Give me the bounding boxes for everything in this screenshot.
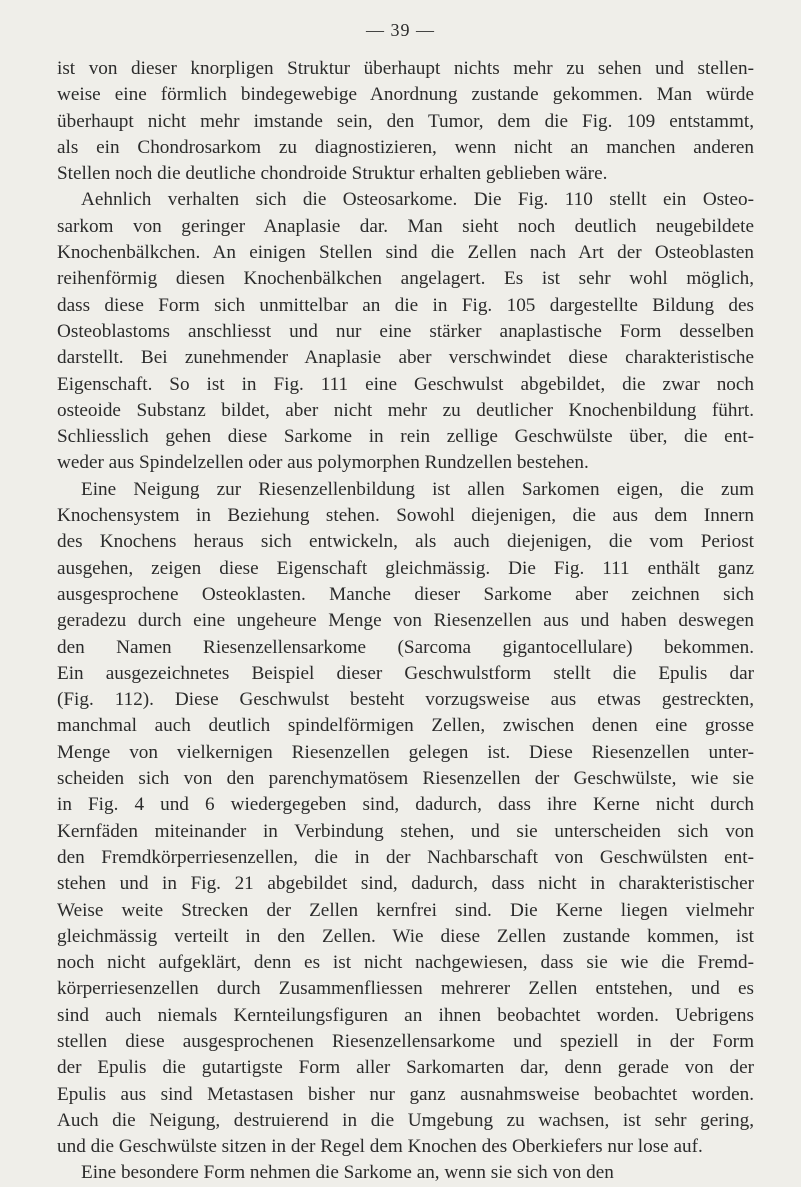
text-line: den Namen Riesenzellensarkome (Sarcoma gigantocellulare) bekommen.: [57, 636, 754, 658]
text-line: der Epulis die gutartigste Form aller Sarkomarten dar, denn gerade von der: [57, 1057, 754, 1079]
text-line: stehen und in Fig. 21 abgebildet sind, dadurch, dass nicht in charakteristischer: [57, 873, 754, 895]
text-line: Menge von vielkernigen Riesenzellen gelegen ist. Diese Riesenzellen unter-: [57, 741, 754, 763]
body-text: [57, 56, 754, 1187]
text-line: gleichmässig verteilt in den Zellen. Wie diese Zellen zustande kommen, ist: [57, 925, 754, 947]
text-line: darstellt. Bei zunehmender Anaplasie aber verschwindet diese charakteristische: [57, 347, 754, 369]
text-line: dass diese Form sich unmittelbar an die in Fig. 105 dargestellte Bildung des: [57, 294, 754, 316]
text-line: Knochenbälkchen. An einigen Stellen sind die Zellen nach Art der Osteoblasten: [57, 242, 754, 264]
text-line: sarkom von geringer Anaplasie dar. Man sieht noch deutlich neugebildete: [57, 215, 754, 237]
text-line: Auch die Neigung, destruierend in die Umgebung zu wachsen, ist sehr gering,: [57, 1109, 754, 1131]
text-line: als ein Chondrosarkom zu diagnostizieren, wenn nicht an manchen anderen: [57, 136, 754, 158]
text-line: osteoide Substanz bildet, aber nicht mehr zu deutlicher Knochenbildung führt.: [57, 399, 754, 421]
text-line: (Fig. 112). Diese Geschwulst besteht vorzugsweise aus etwas gestreckten,: [57, 689, 754, 711]
text-line: stellen diese ausgesprochenen Riesenzellensarkome und speziell in der Form: [57, 1030, 754, 1052]
text-line: manchmal auch deutlich spindelförmigen Zellen, zwischen denen eine grosse: [57, 715, 754, 737]
text-line: noch nicht aufgeklärt, denn es ist nicht nachgewiesen, dass sie wie die Fremd-: [57, 952, 754, 974]
text-line: reihenförmig diesen Knochenbälkchen angelagert. Es ist sehr wohl möglich,: [57, 268, 754, 290]
text-line: weise eine förmlich bindegewebige Anordnung zustande gekommen. Man würde: [57, 84, 754, 106]
text-line: überhaupt nicht mehr imstande sein, den Tumor, dem die Fig. 109 entstammt,: [57, 110, 754, 132]
text-line: Eine besondere Form nehmen die Sarkome an, wenn sie sich von den: [81, 1162, 614, 1184]
text-line: Epulis aus sind Metastasen bisher nur ganz ausnahmsweise beobachtet worden.: [57, 1083, 754, 1105]
text-line: scheiden sich von den parenchymatösem Riesenzellen der Geschwülste, wie sie: [57, 768, 754, 790]
text-line: Schliesslich gehen diese Sarkome in rein zellige Geschwülste über, die ent-: [57, 426, 754, 448]
page-number: — 39 —: [366, 20, 435, 40]
text-line: Ein ausgezeichnetes Beispiel dieser Geschwulstform stellt die Epulis dar: [57, 662, 754, 684]
text-line: Weise weite Strecken der Zellen kernfrei sind. Die Kerne liegen vielmehr: [57, 899, 754, 921]
text-line: körperriesenzellen durch Zusammenfliessen mehrerer Zellen entstehen, und es: [57, 978, 754, 1000]
text-line: Eigenschaft. So ist in Fig. 111 eine Geschwulst abgebildet, die zwar noch: [57, 373, 754, 395]
text-line: ist von dieser knorpligen Struktur überhaupt nichts mehr zu sehen und stellen-: [57, 58, 754, 79]
text-line: und die Geschwülste sitzen in der Regel dem Knochen des Oberkiefers nur lose auf.: [57, 1136, 703, 1158]
text-line: Aehnlich verhalten sich die Osteosarkome. Die Fig. 110 stellt ein Osteo-: [81, 189, 754, 211]
text-line: Knochensystem in Beziehung stehen. Sowohl diejenigen, die aus dem Innern: [57, 505, 754, 527]
text-line: Osteoblastoms anschliesst und nur eine stärker anaplastische Form desselben: [57, 320, 754, 342]
text-line: geradezu durch eine ungeheure Menge von Riesenzellen aus und haben deswegen: [57, 610, 754, 632]
text-line: Stellen noch die deutliche chondroide Struktur erhalten geblieben wäre.: [57, 163, 608, 185]
text-line: ausgesprochene Osteoklasten. Manche dieser Sarkome aber zeichnen sich: [57, 583, 754, 605]
text-line: in Fig. 4 und 6 wiedergegeben sind, dadurch, dass ihre Kerne nicht durch: [57, 794, 754, 816]
text-line: ausgehen, zeigen diese Eigenschaft gleichmässig. Die Fig. 111 enthält ganz: [57, 557, 754, 579]
text-line: Eine Neigung zur Riesenzellenbildung ist allen Sarkomen eigen, die zum: [81, 478, 754, 500]
text-line: den Fremdkörperriesenzellen, die in der Nachbarschaft von Geschwülsten ent-: [57, 846, 754, 868]
text-line: Kernfäden miteinander in Verbindung stehen, und sie unterscheiden sich von: [57, 820, 754, 842]
text-line: weder aus Spindelzellen oder aus polymorphen Rundzellen bestehen.: [57, 452, 589, 474]
text-line: sind auch niemals Kernteilungsfiguren an ihnen beobachtet worden. Uebrigens: [57, 1004, 754, 1026]
text-line: des Knochens heraus sich entwickeln, als auch diejenigen, die vom Periost: [57, 531, 754, 553]
